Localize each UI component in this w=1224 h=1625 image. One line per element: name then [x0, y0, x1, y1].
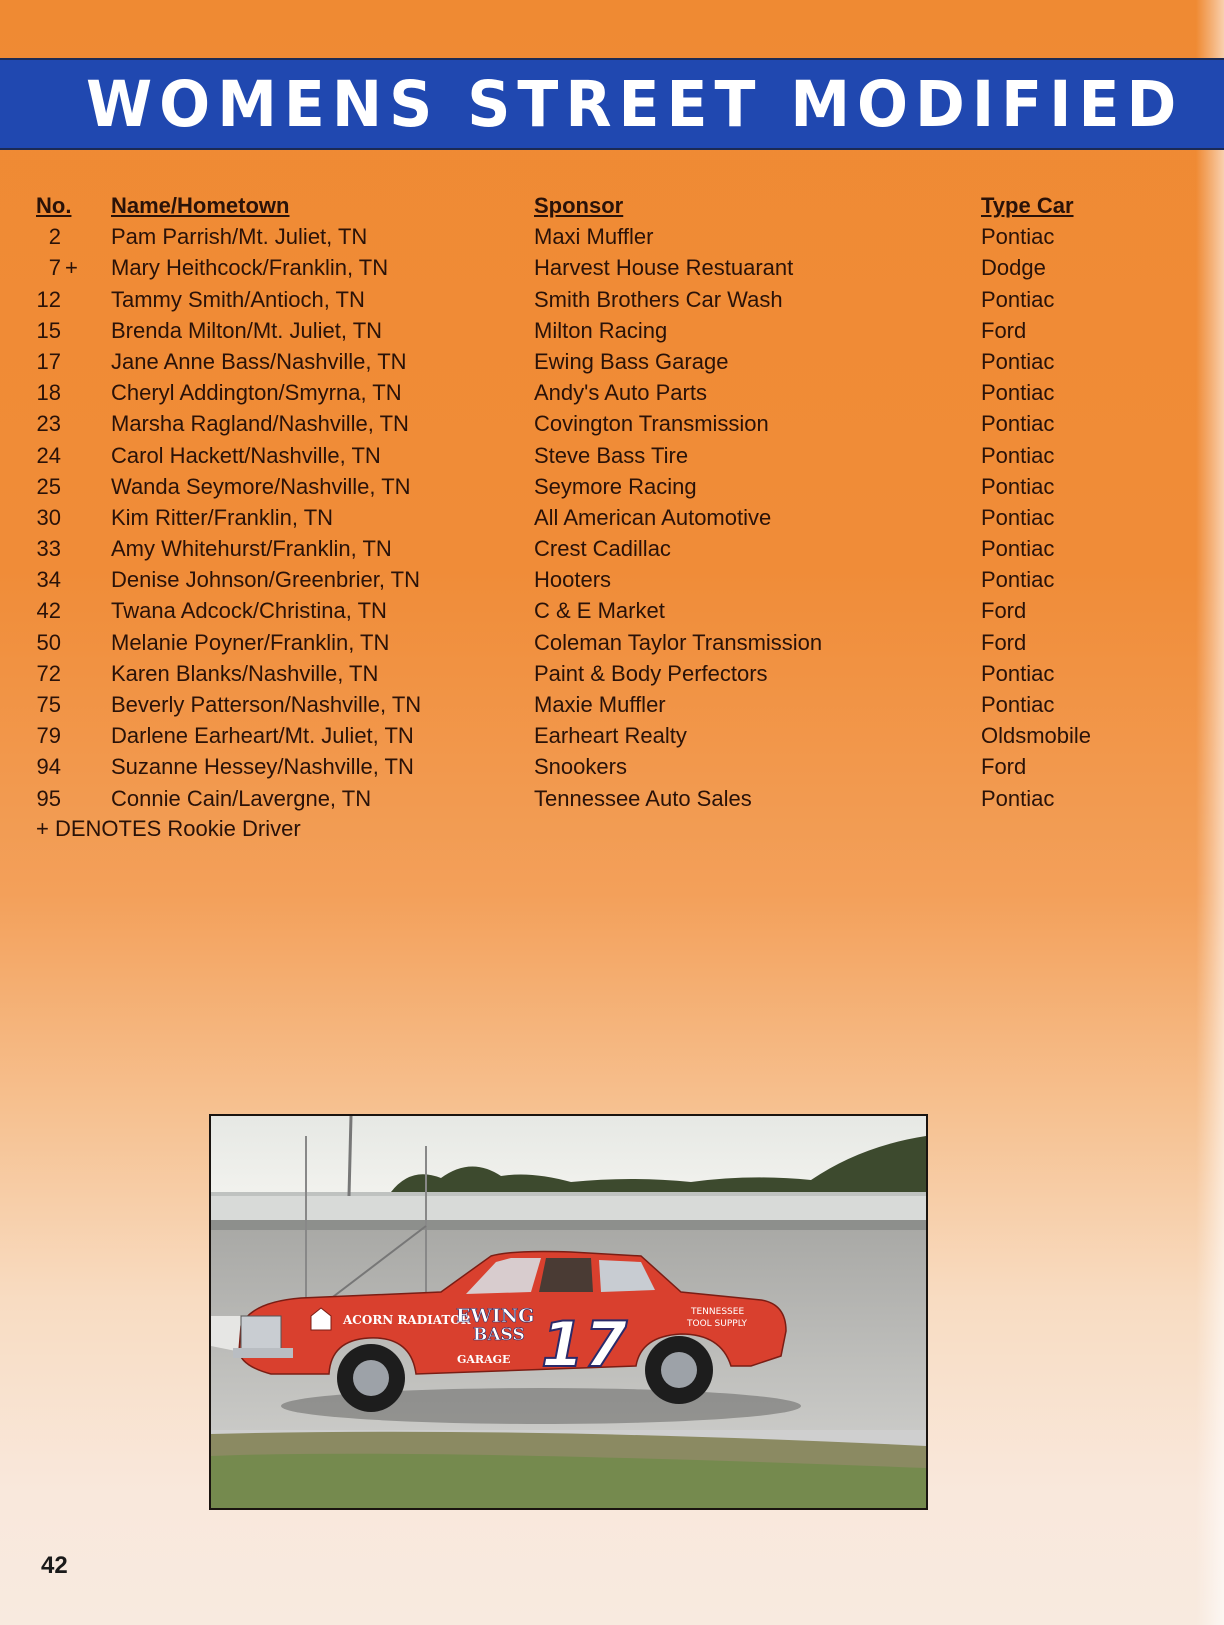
svg-text:BASS: BASS — [473, 1325, 525, 1345]
table-row — [0, 221, 1224, 252]
car-type-cell: Pontiac — [981, 660, 1055, 686]
sponsor-cell: Earheart Realty — [534, 723, 687, 749]
car-type-cell: Pontiac — [981, 504, 1055, 530]
sponsor-cell: Maxie Muffler — [534, 692, 666, 717]
car-number-cell: 75 — [36, 692, 61, 717]
car-number: 17 — [541, 1308, 628, 1381]
table-row — [0, 377, 1224, 408]
sponsor-cell: Covington Transmission — [534, 411, 769, 437]
driver-name-hometown: Twana Adcock/Christina, TN — [111, 598, 387, 624]
title-banner — [0, 58, 1224, 150]
car-number-cell: 25 — [36, 473, 61, 499]
race-car-photo — [209, 1114, 928, 1510]
table-row — [0, 346, 1224, 377]
table-row — [0, 533, 1224, 564]
car-type-cell: Oldsmobile — [981, 723, 1092, 749]
sponsor-cell: Ewing Bass Garage — [534, 348, 729, 374]
driver-name-hometown: Darlene Earheart/Mt. Juliet, TN — [111, 723, 414, 749]
car-number-cell: 72 — [36, 660, 61, 686]
sponsor-cell: Maxi Muffler — [534, 224, 654, 250]
car-number-cell: 33 — [36, 536, 61, 562]
car-type-cell: Dodge — [981, 255, 1046, 281]
car-number-cell: 50 — [36, 629, 61, 655]
car-number-cell: 79 — [36, 723, 61, 749]
table-row — [0, 689, 1224, 720]
car-number-cell: 15 — [36, 317, 61, 343]
driver-name-hometown: Cheryl Addington/Smyrna, TN — [111, 380, 402, 406]
table-row — [0, 471, 1224, 502]
car-number-cell: 23 — [36, 411, 61, 437]
car-type-cell: Pontiac — [981, 286, 1055, 312]
car-number-cell: 12 — [36, 286, 61, 312]
driver-name-hometown: Beverly Patterson/Nashville, TN — [111, 692, 422, 717]
sponsor-cell: Coleman Taylor Transmission — [534, 629, 823, 655]
car-type-cell: Pontiac — [981, 224, 1055, 250]
car-number-cell: 34 — [36, 567, 61, 593]
sponsor-cell: All American Automotive — [534, 504, 772, 530]
driver-name-hometown: Denise Johnson/Greenbrier, TN — [111, 567, 420, 593]
driver-name-hometown: Mary Heithcock/Franklin, TN — [111, 255, 389, 281]
rookie-footnote: + DENOTES Rookie Driver — [36, 816, 301, 841]
svg-text:GARAGE: GARAGE — [457, 1353, 511, 1366]
sponsor-cell: Paint & Body Perfectors — [534, 660, 768, 686]
header-sponsor: Sponsor — [534, 193, 624, 218]
car-number-cell: 42 — [36, 598, 61, 624]
car-number-cell: 30 — [36, 504, 61, 530]
car-type-cell: Pontiac — [981, 536, 1055, 562]
driver-roster-table — [0, 190, 1224, 814]
table-row — [0, 315, 1224, 346]
driver-name-hometown: Marsha Ragland/Nashville, TN — [111, 411, 409, 437]
table-row — [0, 658, 1224, 689]
driver-name-hometown: Carol Hackett/Nashville, TN — [111, 442, 381, 468]
sponsor-cell: Harvest House Restuarant — [534, 255, 794, 281]
sponsor-cell: Seymore Racing — [534, 473, 697, 499]
driver-name-hometown: Kim Ritter/Franklin, TN — [111, 504, 334, 530]
table-row — [0, 252, 1224, 283]
car-number-cell: 24 — [36, 442, 61, 468]
sponsor-cell: Milton Racing — [534, 317, 668, 343]
sponsor-cell: Tennessee Auto Sales — [534, 785, 752, 811]
driver-name-hometown: Jane Anne Bass/Nashville, TN — [111, 348, 407, 374]
car-type-cell: Pontiac — [981, 473, 1055, 499]
car-type-cell: Pontiac — [981, 348, 1055, 374]
driver-name-hometown: Pam Parrish/Mt. Juliet, TN — [111, 224, 368, 250]
sponsor-cell: Smith Brothers Car Wash — [534, 286, 783, 312]
rookie-marker: + — [65, 255, 78, 281]
page-title: WOMENS STREET MODIFIED — [86, 68, 1184, 142]
car-number-cell: 95 — [36, 785, 61, 811]
sponsor-cell: Steve Bass Tire — [534, 442, 689, 468]
car-type-cell: Pontiac — [981, 411, 1055, 437]
svg-text:TOOL SUPPLY: TOOL SUPPLY — [687, 1319, 748, 1329]
header-type-car: Type Car — [981, 193, 1074, 218]
car-number-cell: 7 — [48, 255, 61, 281]
driver-name-hometown: Karen Blanks/Nashville, TN — [111, 660, 379, 686]
driver-name-hometown: Brenda Milton/Mt. Juliet, TN — [111, 317, 383, 343]
roster-header-row — [0, 190, 1224, 221]
car-type-cell: Pontiac — [981, 567, 1055, 593]
svg-text:EWING: EWING — [456, 1305, 535, 1327]
header-no: No. — [36, 193, 72, 218]
sponsor-cell: Hooters — [534, 567, 612, 593]
car-type-cell: Ford — [981, 598, 1027, 624]
car-type-cell: Pontiac — [981, 442, 1055, 468]
table-row — [0, 408, 1224, 439]
sponsor-cell: C & E Market — [534, 598, 665, 624]
car-type-cell: Pontiac — [981, 692, 1055, 717]
driver-name-hometown: Suzanne Hessey/Nashville, TN — [111, 754, 414, 780]
table-row — [0, 627, 1224, 658]
car-number-cell: 2 — [48, 224, 61, 250]
car-number-cell: 18 — [36, 380, 61, 406]
table-row — [0, 751, 1224, 782]
car-number-cell: 17 — [36, 348, 61, 374]
driver-name-hometown: Amy Whitehurst/Franklin, TN — [111, 536, 392, 562]
car-type-cell: Pontiac — [981, 785, 1055, 811]
page-number: 42 — [41, 1552, 68, 1579]
svg-text:ACORN RADIATOR: ACORN RADIATOR — [343, 1313, 471, 1327]
car-type-cell: Pontiac — [981, 380, 1055, 406]
car-type-cell: Ford — [981, 754, 1027, 780]
table-row — [0, 783, 1224, 814]
sponsor-cell: Crest Cadillac — [534, 536, 671, 562]
car-number-cell: 94 — [36, 754, 61, 780]
table-row — [0, 564, 1224, 595]
car-type-cell: Ford — [981, 317, 1027, 343]
driver-name-hometown: Tammy Smith/Antioch, TN — [111, 286, 365, 312]
table-row — [0, 720, 1224, 751]
driver-name-hometown: Melanie Poyner/Franklin, TN — [111, 629, 390, 655]
race-car-illustration — [211, 1116, 926, 1508]
table-row — [0, 284, 1224, 315]
svg-text:TENNESSEE: TENNESSEE — [691, 1307, 745, 1317]
car-type-cell: Ford — [981, 629, 1027, 655]
header-name-hometown: Name/Hometown — [111, 193, 290, 218]
driver-name-hometown: Connie Cain/Lavergne, TN — [111, 785, 372, 811]
table-row — [0, 440, 1224, 471]
table-row — [0, 502, 1224, 533]
table-row — [0, 595, 1224, 626]
driver-name-hometown: Wanda Seymore/Nashville, TN — [111, 473, 411, 499]
sponsor-cell: Andy's Auto Parts — [534, 380, 707, 406]
sponsor-cell: Snookers — [534, 754, 627, 780]
